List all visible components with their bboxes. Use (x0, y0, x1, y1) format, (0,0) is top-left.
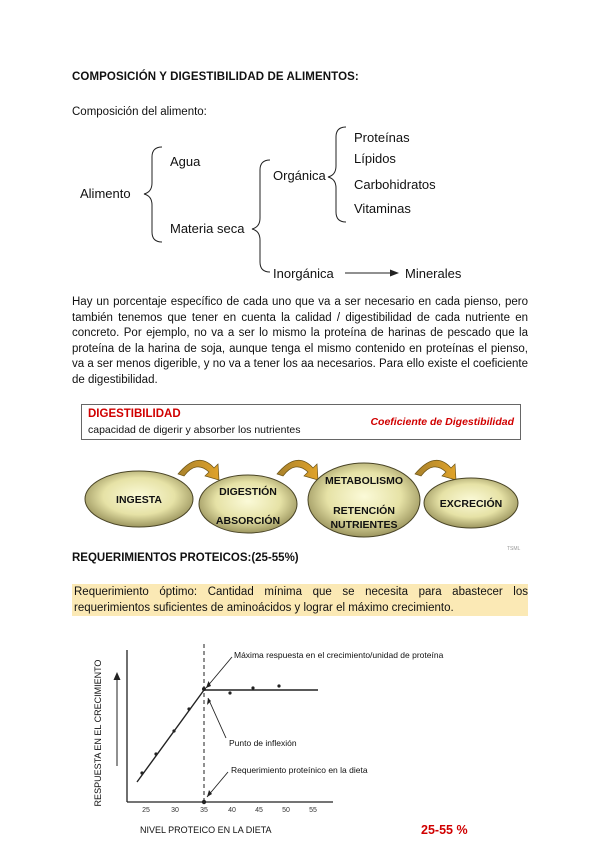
x-tick-label: 50 (282, 807, 290, 814)
composition-subtitle: Composición del alimento: (72, 106, 207, 118)
requirements-title: REQUERIMIENTOS PROTEICOS:(25-55%) (72, 552, 299, 564)
tree-inorganica: Inorgánica (273, 266, 334, 281)
x-tick-label: 55 (309, 807, 317, 814)
digestibility-definition: capacidad de digerir y absorber los nutrientes (88, 424, 301, 436)
x-tick-label: 45 (255, 807, 263, 814)
x-tick-label: 25 (142, 807, 150, 814)
x-axis-label: NIVEL PROTEICO EN LA DIETA (140, 825, 272, 835)
step-excrecion: EXCRECIÓN (439, 498, 503, 510)
tree-item: Vitaminas (354, 201, 411, 216)
x-tick-label: 35 (200, 807, 208, 814)
step-nutrientes: NUTRIENTES (330, 519, 398, 531)
digestibility-coefficient: Coeficiente de Digestibilidad (370, 416, 514, 428)
digestion-process-diagram (0, 440, 600, 552)
brace-organica (328, 127, 346, 222)
flow-arrow-icon (277, 460, 318, 480)
tree-alimento: Alimento (80, 186, 131, 201)
tree-item: Proteínas (354, 130, 410, 145)
flow-arrows (178, 460, 456, 480)
annotation-max-response: Máxima respuesta en el crecimiento/unidad de proteína (234, 650, 444, 660)
step-retencion: RETENCIÓN (333, 505, 395, 517)
digestibility-box (81, 404, 521, 440)
tree-item: Lípidos (354, 151, 396, 166)
flow-arrow-icon (415, 460, 456, 480)
explanation-paragraph: Hay un porcentaje específico de cada uno que va a ser necesario en cada pienso, pero también tenemos que tener en cuenta la calidad / digestibilidad de cada nutriente en concreto. Por ejemplo, no va a ser lo mismo la proteína de harinas de pescado que la proteína de la harina de soja, aunque tenga el mismo contenido en proteínas el pienso, va a ser menos digerible, y no va a tener los aa necesarios. Para ello existe el coeficiente de digestibilidad. (72, 296, 528, 386)
brace-alimento (144, 147, 162, 242)
diagram-watermark: TSML (507, 546, 521, 552)
digestibility-title: DIGESTIBILIDAD (88, 408, 181, 420)
protein-range: 25-55 % (421, 823, 468, 837)
tree-minerales: Minerales (405, 266, 462, 281)
page-title: COMPOSICIÓN Y DIGESTIBILIDAD DE ALIMENTOS: (72, 71, 359, 83)
annotation-inflexion: Punto de inflexión (229, 738, 297, 748)
requirements-highlight: Requerimiento óptimo: Cantidad mínima que se necesita para abastecer los requerimientos suficientes de aminoácidos y lograr el máximo crecimiento. (74, 586, 528, 614)
arrow-head (390, 270, 399, 277)
composition-tree (0, 0, 600, 300)
step-absorcion: ABSORCIÓN (215, 515, 281, 527)
tree-item: Carbohidratos (354, 177, 436, 192)
flow-arrow-icon (178, 460, 219, 480)
response-rising-line (137, 690, 204, 782)
tree-materia-seca: Materia seca (170, 221, 245, 236)
step-metabolismo: METABOLISMO (325, 475, 403, 487)
x-tick-label: 30 (171, 807, 179, 814)
step-digestion: DIGESTIÓN (219, 486, 277, 498)
step-ingesta: INGESTA (116, 494, 162, 506)
tree-agua: Agua (170, 154, 201, 169)
y-arrow-head (114, 672, 121, 680)
annotation-requirement: Requerimiento proteínico en la dieta (231, 765, 368, 775)
protein-response-graph (0, 630, 600, 848)
y-axis-label: RESPUESTA EN EL CRECIMIENTO (93, 659, 103, 807)
tree-organica: Orgánica (273, 168, 326, 183)
x-tick-label: 40 (228, 807, 236, 814)
brace-materia-seca (252, 160, 270, 272)
